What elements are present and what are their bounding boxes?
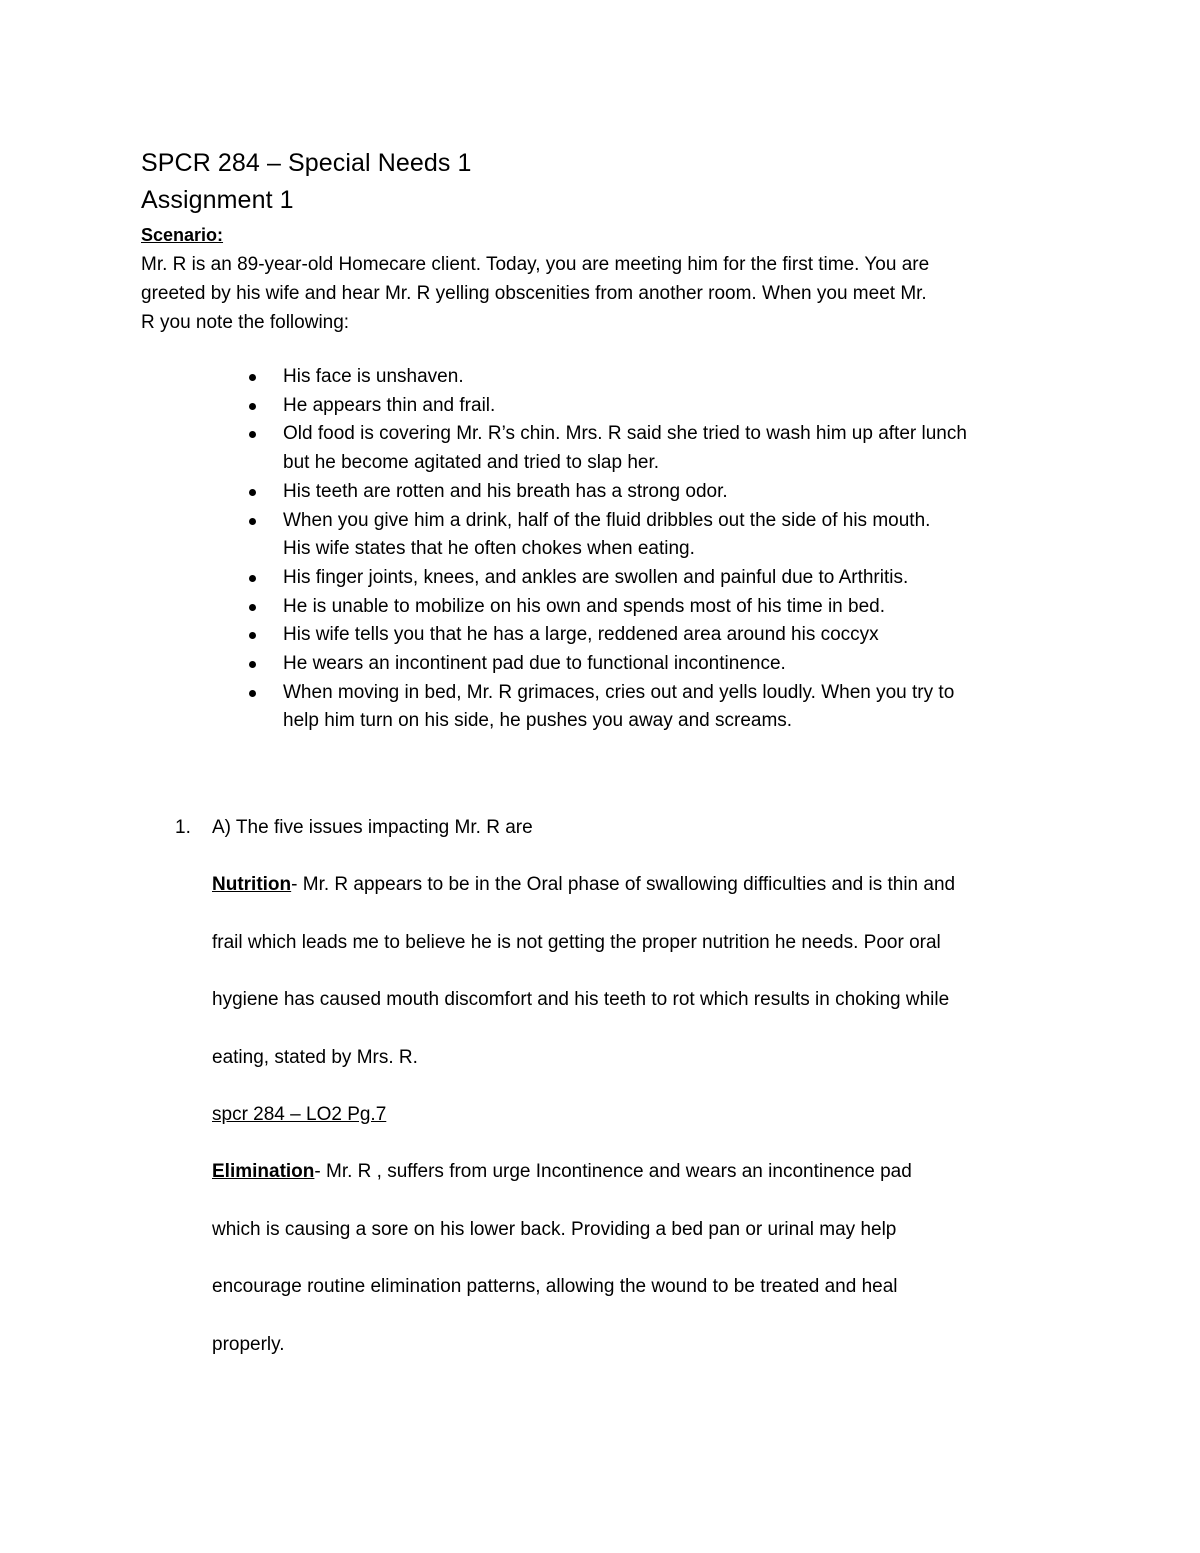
elimination-heading: Elimination bbox=[212, 1161, 315, 1182]
elimination-first-line bbox=[212, 1143, 1092, 1201]
list-item bbox=[244, 593, 1084, 622]
elimination-text: - Mr. R , suffers from urge Incontinence and wears an incontinence pad bbox=[314, 1161, 912, 1182]
nutrition-text: - Mr. R appears to be in the Oral phase of swallowing difficulties and is thin and bbox=[291, 874, 956, 895]
bullet-icon bbox=[249, 518, 256, 525]
nutrition-section bbox=[212, 856, 1092, 1086]
list-item-text: He appears thin and frail. bbox=[283, 394, 496, 416]
list-item-text: When moving in bed, Mr. R grimaces, cries out and yells loudly. When you try to bbox=[283, 681, 955, 703]
nutrition-text: frail which leads me to believe he is not getting the proper nutrition he needs. Poor oral bbox=[212, 931, 941, 953]
elimination-section bbox=[212, 1143, 1092, 1373]
question-number: 1. bbox=[175, 817, 191, 838]
scenario-line: Mr. R is an 89-year-old Homecare client. Today, you are meeting him for the first time. You are bbox=[141, 254, 930, 275]
list-item-text: His wife states that he often chokes when eating. bbox=[283, 538, 695, 560]
question-intro: A) The five issues impacting Mr. R are bbox=[212, 817, 533, 838]
elimination-text: properly. bbox=[212, 1333, 285, 1355]
list-item bbox=[244, 363, 1084, 392]
list-item-text: but he become agitated and tried to slap her. bbox=[283, 452, 660, 474]
list-item-text: He is unable to mobilize on his own and spends most of his time in bed. bbox=[283, 595, 885, 617]
bullet-icon bbox=[249, 403, 256, 410]
list-item bbox=[244, 621, 1084, 650]
bullet-icon bbox=[249, 575, 256, 582]
nutrition-first-line bbox=[212, 856, 1092, 914]
bullet-icon bbox=[249, 604, 256, 611]
list-item-text: He wears an incontinent pad due to functional incontinence. bbox=[283, 653, 786, 675]
assignment-title: Assignment 1 bbox=[141, 186, 294, 214]
course-title: SPCR 284 – Special Needs 1 bbox=[141, 149, 472, 177]
list-item bbox=[244, 507, 1084, 564]
scenario-paragraph bbox=[141, 250, 1071, 337]
list-item-text: Old food is covering Mr. R’s chin. Mrs. R said she tried to wash him up after lunch bbox=[283, 423, 967, 445]
list-item bbox=[244, 478, 1084, 507]
elimination-text: encourage routine elimination patterns, allowing the wound to be treated and heal bbox=[212, 1276, 898, 1297]
nutrition-text: eating, stated by Mrs. R. bbox=[212, 1046, 418, 1068]
list-item-text: His face is unshaven. bbox=[283, 366, 464, 387]
bullet-icon bbox=[249, 632, 256, 639]
scenario-line: greeted by his wife and hear Mr. R yelling obscenities from another room. When you meet Mr. bbox=[141, 283, 927, 304]
nutrition-text: hygiene has caused mouth discomfort and his teeth to rot which results in choking while bbox=[212, 989, 950, 1010]
list-item-text: help him turn on his side, he pushes you away and screams. bbox=[283, 710, 793, 732]
reference-section bbox=[212, 1086, 1092, 1144]
scenario-label: Scenario: bbox=[141, 225, 224, 245]
list-item bbox=[244, 679, 1084, 736]
list-item bbox=[244, 420, 1084, 477]
bullet-icon bbox=[249, 489, 256, 496]
bullet-icon bbox=[249, 431, 256, 438]
reference-link[interactable]: spcr 284 – LO2 Pg.7 bbox=[212, 1104, 387, 1125]
list-item-text: His teeth are rotten and his breath has a strong odor. bbox=[283, 480, 728, 502]
list-item bbox=[244, 650, 1084, 679]
observation-list bbox=[244, 363, 1084, 736]
elimination-text: which is causing a sore on his lower back. Providing a bed pan or urinal may help bbox=[212, 1218, 897, 1240]
bullet-icon bbox=[249, 690, 256, 697]
list-item-text: His wife tells you that he has a large, reddened area around his coccyx bbox=[283, 624, 879, 646]
bullet-icon bbox=[249, 661, 256, 668]
list-item-text: When you give him a drink, half of the fluid dribbles out the side of his mouth. bbox=[283, 509, 931, 531]
bullet-icon bbox=[249, 374, 256, 381]
list-item bbox=[244, 564, 1084, 593]
scenario-line: R you note the following: bbox=[141, 312, 350, 333]
list-item bbox=[244, 392, 1084, 421]
list-item-text: His finger joints, knees, and ankles are swollen and painful due to Arthritis. bbox=[283, 566, 909, 588]
nutrition-heading: Nutrition bbox=[212, 874, 292, 895]
